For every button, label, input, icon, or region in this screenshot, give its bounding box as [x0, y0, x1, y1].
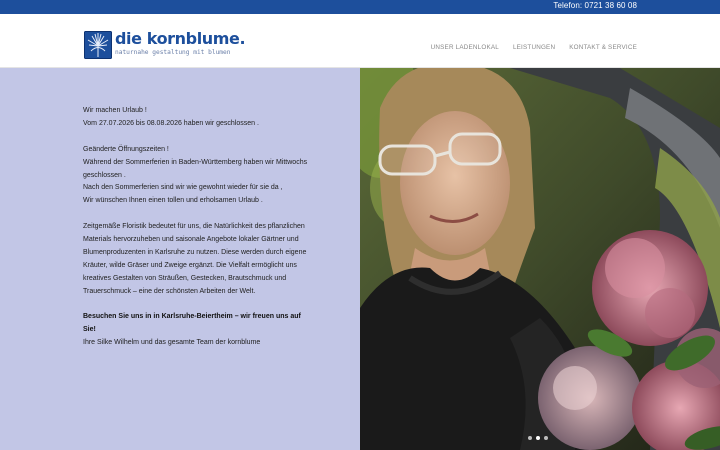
vacation-title: Wir machen Urlaub !: [83, 107, 147, 114]
logo-tagline: naturnahe gestaltung mit blumen: [115, 49, 231, 56]
opening-hours-notice: [83, 144, 308, 209]
visit-block: [83, 311, 308, 350]
visit-invitation: Besuchen Sie uns in in Karlsruhe-Beiertheim – wir freuen uns auf Sie!: [83, 313, 301, 334]
main-navigation: [431, 44, 637, 51]
slider-dot-2[interactable]: [536, 436, 540, 440]
hours-title: Geänderte Öffnungszeiten !: [83, 145, 169, 153]
nav-item-kontakt[interactable]: KONTAKT & SERVICE: [569, 44, 637, 51]
intro-text-panel: [0, 68, 360, 450]
hours-summer: Während der Sommerferien in Baden-Württemberg haben wir Mittwochs geschlossen .: [83, 158, 308, 179]
slider-dot-3[interactable]: [544, 436, 548, 440]
top-contact-bar: [0, 0, 720, 14]
hours-wish: Wir wünschen Ihnen einen tollen und erholsamen Urlaub .: [83, 197, 263, 205]
logo-wordmark: die kornblume.: [115, 29, 246, 48]
about-text: Zeitgemäße Floristik bedeutet für uns, die Natürlichkeit des pflanzlichen Materials hervorzuheben und saisonale Angebote lokaler Gärtner und Blumenproduzenten in Karlsruhe zu nutzen. Diese werden durch eigene Kräuter, wilde Gräser und Zweige ergänzt. Die Vielfalt ermöglicht uns kreatives Gestalten von Sträußen, Gestecken, Brautschmuck und Trauerschmuck – eine der schönsten Arbeiten der Welt.: [83, 223, 307, 295]
hero-section: [0, 68, 720, 450]
nav-item-leistungen[interactable]: LEISTUNGEN: [512, 44, 556, 51]
phone-number[interactable]: Telefon: 0721 38 60 08: [553, 1, 637, 10]
vacation-notice: [83, 105, 308, 131]
hours-after: Nach den Sommerferien sind wir wie gewohnt wieder für sie da ,: [83, 184, 283, 192]
slider-pagination: [528, 436, 548, 440]
signature: Ihre Silke Wilhelm und das gesamte Team der kornblume: [83, 339, 261, 347]
cornflower-logo-icon: [84, 31, 112, 59]
slider-dot-1[interactable]: [528, 436, 532, 440]
florist-with-hydrangeas-photo: [360, 68, 720, 450]
intro-content: [83, 105, 308, 350]
site-header: [0, 14, 720, 68]
nav-item-ladenlokal[interactable]: UNSER LADENLOKAL: [430, 44, 499, 51]
site-logo[interactable]: [84, 29, 246, 61]
vacation-dates: Vom 27.07.2026 bis 08.08.2026 haben wir geschlossen .: [83, 119, 259, 127]
